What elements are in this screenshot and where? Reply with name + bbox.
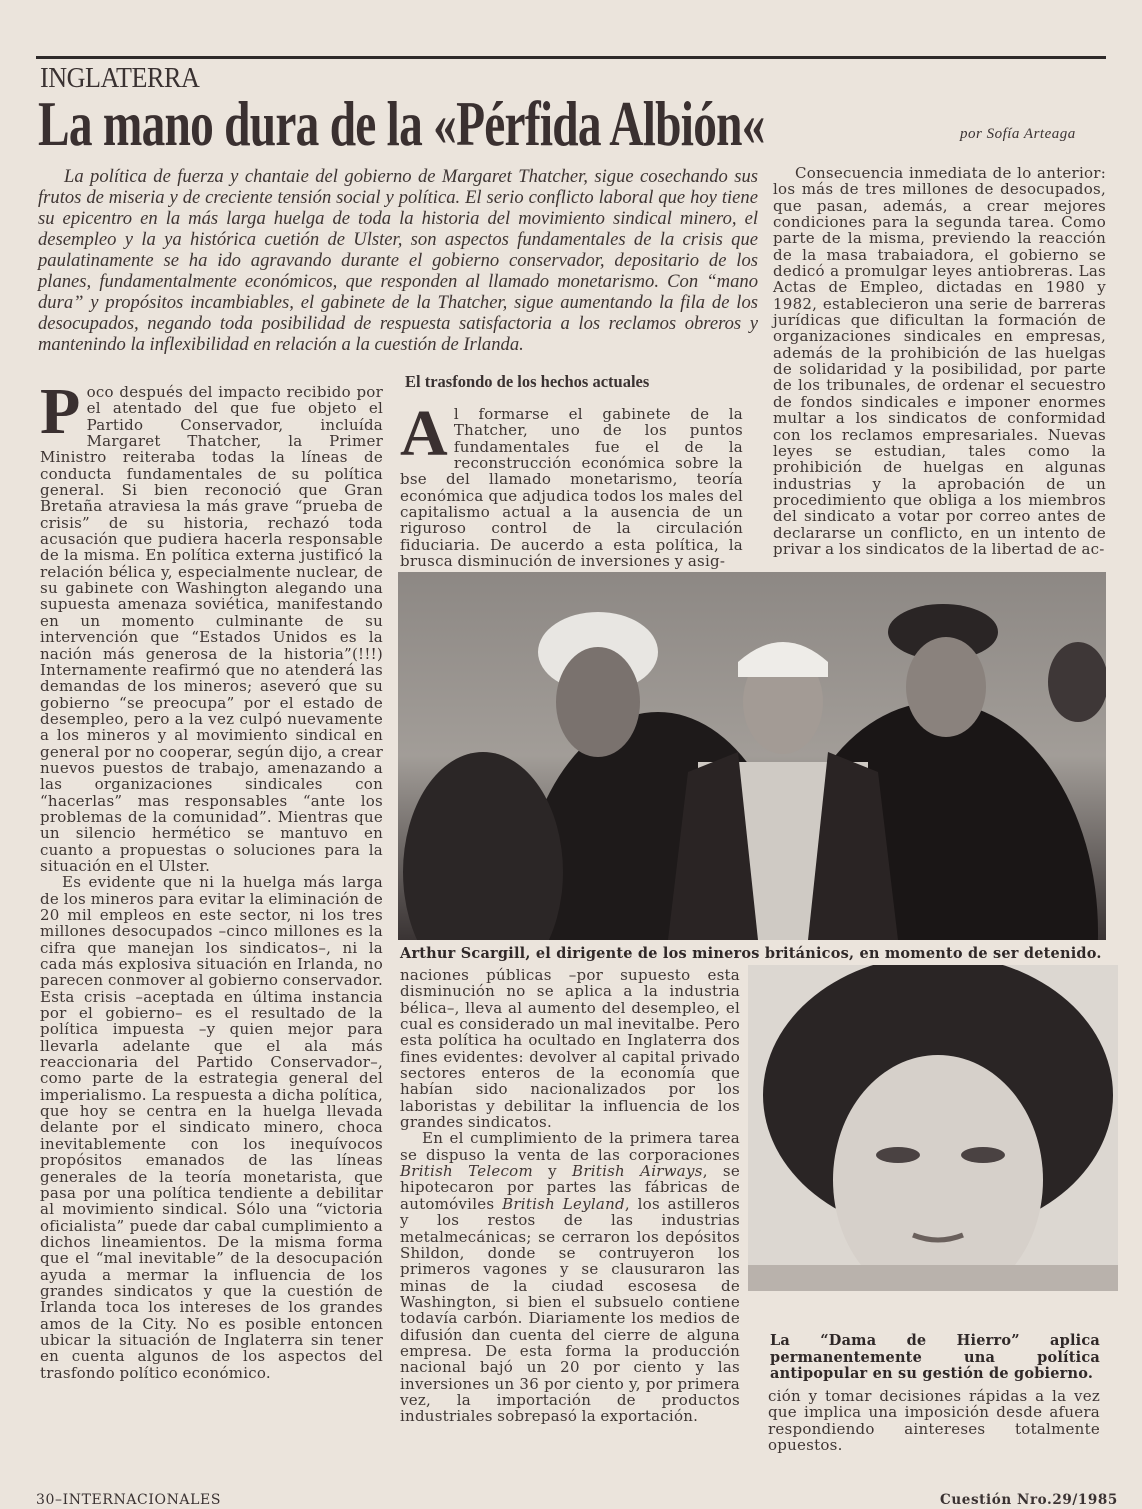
body-paragraph: Consecuencia inmediata de lo anterior: los más de tres millones de desocupados, que pasan, además, a crear mejores condiciones para la segunda tarea. Como parte de la misma, previendo la reacción de la masa trabaiadora, el gobierno se dedicó a promulgar leyes antiobreras. Las Actas de Empleo, dictadas en 1980 y 1982, establecieron una serie de barreras jurídicas que dificultan la formación de organizaciones sindicales en empresas, además de la prohibición de las huelgas de solidaridad y la posibilidad, por parte de los tribunales, de ordenar el secuestro de fondos sindicales e imponer enormes multar a los sindicatos de conformidad con los reclamos empresariales. Nuevas leyes se estudian, tales como la prohibición de huelgas en algunas industrias y la aprobación de un procedimiento que obliga a los miembros del sindicato a votar por correo antes de declararse un conflicto, en un intento de privar a los sindicatos de la libertad de ac-	[773, 164, 1106, 558]
right-column-lower	[768, 1388, 1100, 1453]
paragraph-text: oco después del impacto recibido por el atentado del que fue objeto el Partido Conservador, incluída Margaret Thatcher, la Primer Ministro reiteraba todas la líneas de conducta fundamentales de su política general. Si bien reconoció que Gran Bretaña atraviesa la más grave “prueba de crisis” de su historia, rechazó toda acusación que pudiera hacerla responsable de la misma. En política externa justificó la relación bélica y, especialmente nuclear, de su gabinete con Washington alegando una supuesta amenaza soviética, manifestando en un momento culminante de su intervención que “Estados Unidos es la nación más generosa de la historia”(!!!) Internamente reafirmó que no atenderá las demandas de los mineros; aseveró que su gobierno “se preocupa” por el estado de desempleo, pero a la vez culpó nuevamente a los mineros y al movimiento sindical en general por no cooperar, según dijo, a crear nuevos puestos de trabajo, amenazando a las organizaciones sindicales con “hacerlas” mas responsables “ante los problemas de la comunidad”. Mientras que un silencio hermético se mantuvo en cuanto a propuestas o soluciones para la situación en el Ulster.	[40, 383, 383, 875]
subheading: El trasfondo de los hechos actuales	[405, 372, 650, 391]
body-paragraph	[40, 375, 383, 875]
byline: por Sofía Arteaga	[960, 126, 1076, 142]
footer-section-page: 30–INTERNACIONALES	[36, 1492, 222, 1508]
company-name: British Airways	[572, 1162, 703, 1181]
middle-column-upper	[400, 397, 743, 571]
company-name: British Telecom	[400, 1162, 533, 1181]
intro-lede	[38, 166, 758, 355]
middle-column-lower	[400, 967, 740, 1425]
paragraph-text: , se hipotecaron por partes las fábricas de automóviles	[400, 1162, 740, 1213]
thatcher-photo-image	[748, 965, 1118, 1291]
paragraph-text: , los astilleros y los restos de las industrias metalmecánicas; se cerraron los depósitos Shildon, donde se contruyeron los primeros vagones y se clausuraron las minas de la ciudad escosesa de Washington, si bien el subsuelo contiene todavía carbón. Diariamente los medios de difusión dan cuenta del cierre de alguna empresa. De esta forma la producción nacional bajó un 20 por ciento y las inversiones un 36 por ciento y, por primera vez, la importación de productos industriales sobrepasó la exportación.	[400, 1194, 741, 1426]
body-paragraph: ción y tomar decisiones rápidas a la vez que implica una imposición desde afuera respondiendo aintereses totalmente opuestos.	[768, 1387, 1100, 1455]
body-paragraph	[400, 397, 743, 571]
article-title: La mano dura de la «Pérfida Albión«	[38, 88, 765, 159]
drop-cap: P	[40, 375, 81, 448]
photo-caption-scargill: Arthur Scargill, el dirigente de los mineros británicos, en momento de ser detenido.	[400, 945, 1102, 962]
scargill-photo-image	[398, 572, 1106, 940]
body-paragraph	[400, 1130, 740, 1424]
left-column	[40, 375, 383, 1382]
company-name: British Leyland	[502, 1194, 625, 1213]
header-rule	[36, 56, 1106, 59]
photo-scargill-arrest	[398, 572, 1106, 940]
body-paragraph: Es evidente que ni la huelga más larga de los mineros para evitar la eliminación de 20 mil empleos en este sector, ni los tres millones desocupados –cinco millones es la cifra que manejan los sindicatos–, ni la cada más explosiva situación en Irlanda, no parecen conmover al gobierno conservador. Esta crisis –aceptada en última instancia por el gobierno– es el resultado de la política impuesta –y quien mejor para llevarla adelante que el ala más reaccionaria del Partido Conservador–, como parte de la estrategia general del imperialismo. La respuesta a dicha política, que hoy se centra en la huelga llevada delante por el sindicato minero, choca inevitablemente con los inequívocos propósitos emanados de las líneas generales de la teoría monetarista, que pasa por una política tendiente a debilitar al movimiento sindical. Sólo una “victoria oficialista” puede dar cabal cumplimiento a dichos lineamientos. De la misma forma que el “mal inevitable” de la desocupación ayuda a mermar la influencia de los grandes sindicatos y que la cuestión de Irlanda toca los intereses de los grandes amos de la City. No es posible entoncen ubicar la situación de Inglaterra sin tener en cuenta algunos de los aspectos del trasfondo político económico.	[40, 873, 383, 1382]
photo-thatcher	[748, 965, 1118, 1291]
footer-issue: Cuestión Nro.29/1985	[940, 1492, 1118, 1508]
photo-caption-thatcher: La “Dama de Hierro” aplica permanentemente una política antipopular en su gestión de gobierno.	[770, 1332, 1100, 1382]
intro-paragraph: La política de fuerza y chantaie del gobierno de Margaret Thatcher, sigue cosechando sus frutos de miseria y de creciente tensión social y política. El serio conflicto laboral que hoy tiene su epicentro en la más larga huelga de toda la historia del movimiento sindical minero, el desempleo y la ya histórica cuetión de Ulster, son aspectos fundamentales de la crisis que paulatinamente se ha ido agravando durante el gobierno conservador, depositario de los planes, fundamentalmente económicos, que responden al llamado monetarismo. Con “mano dura” y propósitos incambiables, el gabinete de la Thatcher, sigue aumentando la fila de los desocupados, negando toda posibilidad de respuesta satisfactoria a los reclamos obreros y mantenindo la inflexibilidad en relación a la cuestión de Irlanda.	[38, 166, 758, 355]
right-column-upper	[773, 165, 1106, 557]
paragraph-text: l formarse el gabinete de la Thatcher, uno de los puntos fundamentales fue el de la reconstrucción económica sobre la bse del llamado monetarismo, teoría económica que adjudica todos los males del capitalismo actual a la ausencia de un riguroso control de la circulación fiduciaria. De aucerdo a esta política, la brusca disminución de inversiones y asig-	[400, 405, 743, 571]
drop-cap: A	[400, 397, 448, 470]
paragraph-text: En el cumplimiento de la primera tarea se dispuso la venta de las corporaciones	[400, 1129, 740, 1164]
section-label: INGLATERRA	[40, 62, 200, 94]
paragraph-text: y	[532, 1162, 573, 1181]
body-paragraph: naciones públicas –por supuesto esta disminución no se aplica a la industria bélica–, lleva al aumento del desempleo, el cual es considerado un mal inevitalbe. Pero esta política ha ocultado en Inglaterra dos fines evidentes: devolver al capital privado sectores enteros de la economía que habían sido nacionalizados por los laboristas y debilitar la influencia de los grandes sindicatos.	[400, 966, 740, 1132]
